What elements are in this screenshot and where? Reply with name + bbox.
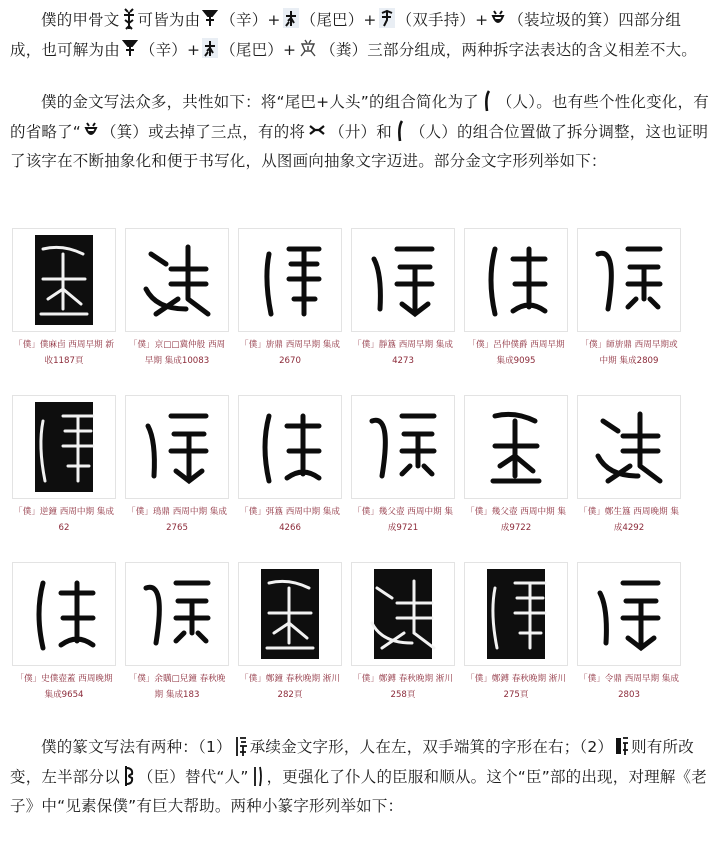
bronze-glyph-image [577,562,681,666]
bronze-caption: 「僕」鳿鼎 西周中期 集成2765 [127,507,227,533]
bronze-glyph-image [351,562,455,666]
paragraph-bronze: 僕的金文写法众多，共性如下：将“尾巴+人头”的组合简化为了 （人）。也有些个性化变化，有的省略了“ （箕）或去掉了三点，有的将 （廾）和 （人）的组合位置做了拆分调整，这也证明了该字在不断抽象化和便于书写化，从图画向抽象文字迈进。部分金文字形列举如下： [10,88,710,177]
bronze-form-item [577,228,681,369]
bronze-form-item [351,395,455,536]
bronze-glyph-image [125,562,229,666]
bronze-caption: 「僕」京□□冀仲般 西周早期 集成10083 [128,340,226,366]
bronze-caption: 「僕」旂鼎 西周早期 集成2670 [240,340,340,366]
person-glyph-icon-2 [394,119,408,143]
bronze-caption: 「僕」呂仲僕爵 西周早期 集成9095 [467,340,565,366]
bronze-glyph-image [238,562,342,666]
paragraph-oracle-bone: 僕的甲骨文 可皆为由 （辛）+ （尾巴）+ （双手持）+ （装垃圾的箕）四部分组成，也可解为由 （辛）+ （尾巴）+ （粪）三部分组成，两种拆字法表达的含义相差不大。 [10,6,710,65]
dustpan-glyph-icon [490,8,506,28]
chen-glyph-icon [122,764,136,788]
bronze-caption: 「僕」幾父壺 西周中期 集成9721 [353,507,453,533]
bronze-caption: 「僕」鄭鐘 春秋晚期 淅川282頁 [240,674,340,700]
bronze-glyph-image [238,228,342,332]
bronze-form-item [238,395,342,536]
bronze-form-item [12,395,116,536]
tail-glyph-icon [283,8,299,28]
person-glyph-icon [481,89,495,113]
bronze-caption: 「僕」弭簋 西周中期 集成4266 [240,507,340,533]
bronze-caption: 「僕」逆鐘 西周中期 集成62 [14,507,114,533]
seal-person-glyph-icon [251,764,265,788]
dustpan-glyph-icon-2 [83,120,99,140]
bronze-caption: 「僕」師旂鼎 西周早期或中期 集成2809 [580,340,678,366]
bronze-caption: 「僕」僕麻卣 西周早期 新收1187頁 [14,340,114,366]
bronze-form-item [125,562,229,703]
tail-glyph-icon-2 [202,38,218,58]
bronze-caption: 「僕」史僕壺蓋 西周晚期 集成9654 [15,674,113,700]
bronze-glyph-image [577,228,681,332]
seal-pu-glyph-2-icon [615,734,629,758]
bronze-caption: 「僕」靜簋 西周早期 集成4273 [353,340,453,366]
bronze-form-item [12,228,116,369]
bronze-form-item [125,228,229,369]
bronze-glyph-image [12,228,116,332]
bronze-caption: 「僕」余贎□兒鐘 春秋晚期 集成183 [128,674,226,700]
bronze-form-item [125,395,229,536]
oracle-pu-icon [122,7,136,31]
seal-pu-glyph-1-icon [234,734,248,758]
bronze-forms-grid [12,228,702,729]
xin-glyph-icon-2 [122,38,138,58]
bronze-glyph-image [238,395,342,499]
bronze-form-item [238,228,342,369]
bronze-caption: 「僕」鄭生簋 西周晚期 集成4292 [579,507,679,533]
bronze-form-item [577,395,681,536]
bronze-row [12,395,702,562]
bronze-form-item [464,395,568,536]
bronze-glyph-image [464,395,568,499]
dung-glyph-icon [298,38,318,58]
bronze-glyph-image [125,228,229,332]
bronze-glyph-image [464,228,568,332]
bronze-caption: 「僕」鄭鎛 春秋晚期 淅川258頁 [353,674,453,700]
bronze-row [12,562,702,729]
bronze-glyph-image [464,562,568,666]
two-hands-glyph-icon [379,8,395,28]
bronze-glyph-image [351,228,455,332]
bronze-glyph-image [12,395,116,499]
bronze-caption: 「僕」鄭鎛 春秋晚期 淅川275頁 [466,674,566,700]
bronze-caption: 「僕」幾父壺 西周中期 集成9722 [466,507,566,533]
bronze-form-item [12,562,116,703]
gong-glyph-icon [307,120,327,140]
bronze-form-item [577,562,681,703]
bronze-form-item [351,562,455,703]
bronze-row [12,228,702,395]
bronze-form-item [238,562,342,703]
bronze-glyph-image [125,395,229,499]
paragraph-seal-script: 僕的篆文写法有两种：（1） 承续金文字形，人在左，双手端箕的字形在右；（2） 则有所改变，左半部分以 （臣）替代“人” ，更强化了仆人的臣服和顺从。这个“臣”部的出现，对理解《老子》中“见素保僕”有巨大帮助。两种小篆字形列举如下： [10,733,710,822]
bronze-form-item [464,228,568,369]
bronze-caption: 「僕」令鼎 西周早期 集成2803 [579,674,679,700]
bronze-glyph-image [12,562,116,666]
bronze-form-item [464,562,568,703]
bronze-glyph-image [577,395,681,499]
xin-glyph-icon [202,8,218,28]
bronze-form-item [351,228,455,369]
bronze-glyph-image [351,395,455,499]
